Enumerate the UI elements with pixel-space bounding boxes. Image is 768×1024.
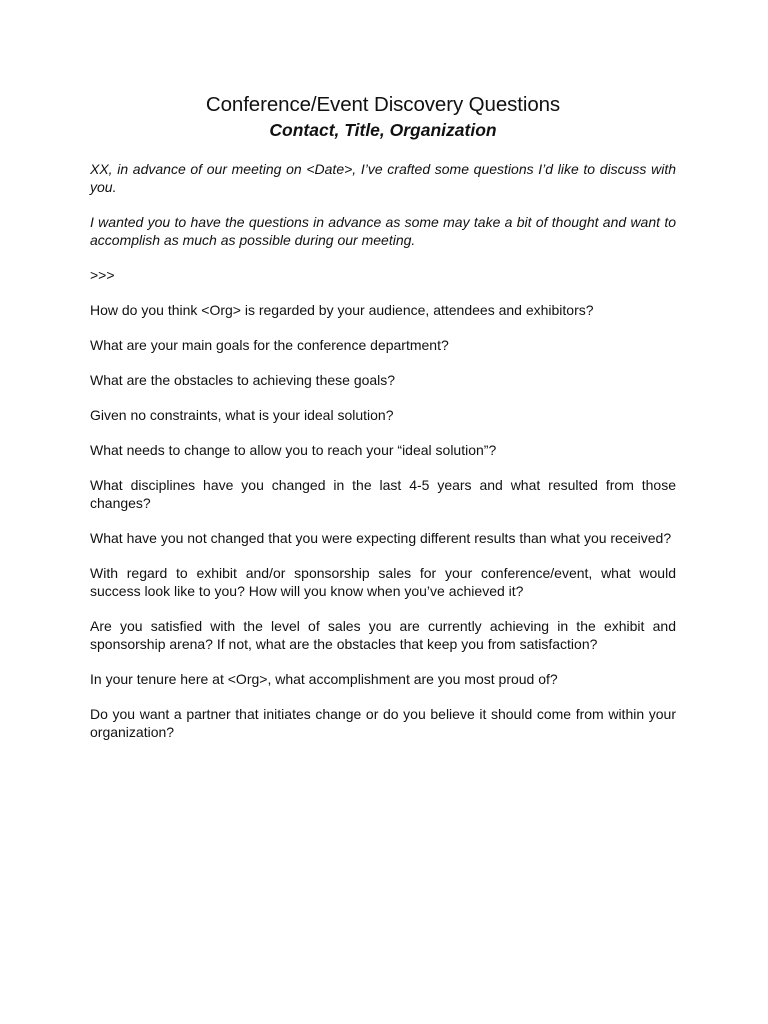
intro-paragraph: I wanted you to have the questions in advance as some may take a bit of thought and want to accomplish as much as possible during our meeting. xyxy=(90,214,676,248)
section-separator: >>> xyxy=(90,267,115,283)
question-item: Do you want a partner that initiates change or do you believe it should come from within your organization? xyxy=(90,706,676,740)
question-item: What disciplines have you changed in the last 4-5 years and what resulted from those changes? xyxy=(90,477,676,511)
question-item: What needs to change to allow you to reach your “ideal solution”? xyxy=(90,442,497,458)
question-item: What are the obstacles to achieving these goals? xyxy=(90,372,396,388)
question-item: What are your main goals for the conference department? xyxy=(90,337,449,353)
question-item: Are you satisfied with the level of sales you are currently achieving in the exhibit and sponsorship arena? If not, what are the obstacles that keep you from satisfaction? xyxy=(90,618,676,652)
question-item: What have you not changed that you were expecting different results than what you received? xyxy=(90,530,672,546)
intro-paragraph: XX, in advance of our meeting on <Date>, I’ve crafted some questions I’d like to discuss with you. xyxy=(90,161,676,195)
question-item: How do you think <Org> is regarded by your audience, attendees and exhibitors? xyxy=(90,302,594,318)
question-item: With regard to exhibit and/or sponsorship sales for your conference/event, what would success look like to you? How will you know when you’ve achieved it? xyxy=(90,565,676,599)
question-item: In your tenure here at <Org>, what accomplishment are you most proud of? xyxy=(90,671,558,687)
question-item: Given no constraints, what is your ideal solution? xyxy=(90,407,394,423)
document-title: Conference/Event Discovery Questions xyxy=(205,93,561,116)
document-subtitle: Contact, Title, Organization xyxy=(269,120,497,140)
